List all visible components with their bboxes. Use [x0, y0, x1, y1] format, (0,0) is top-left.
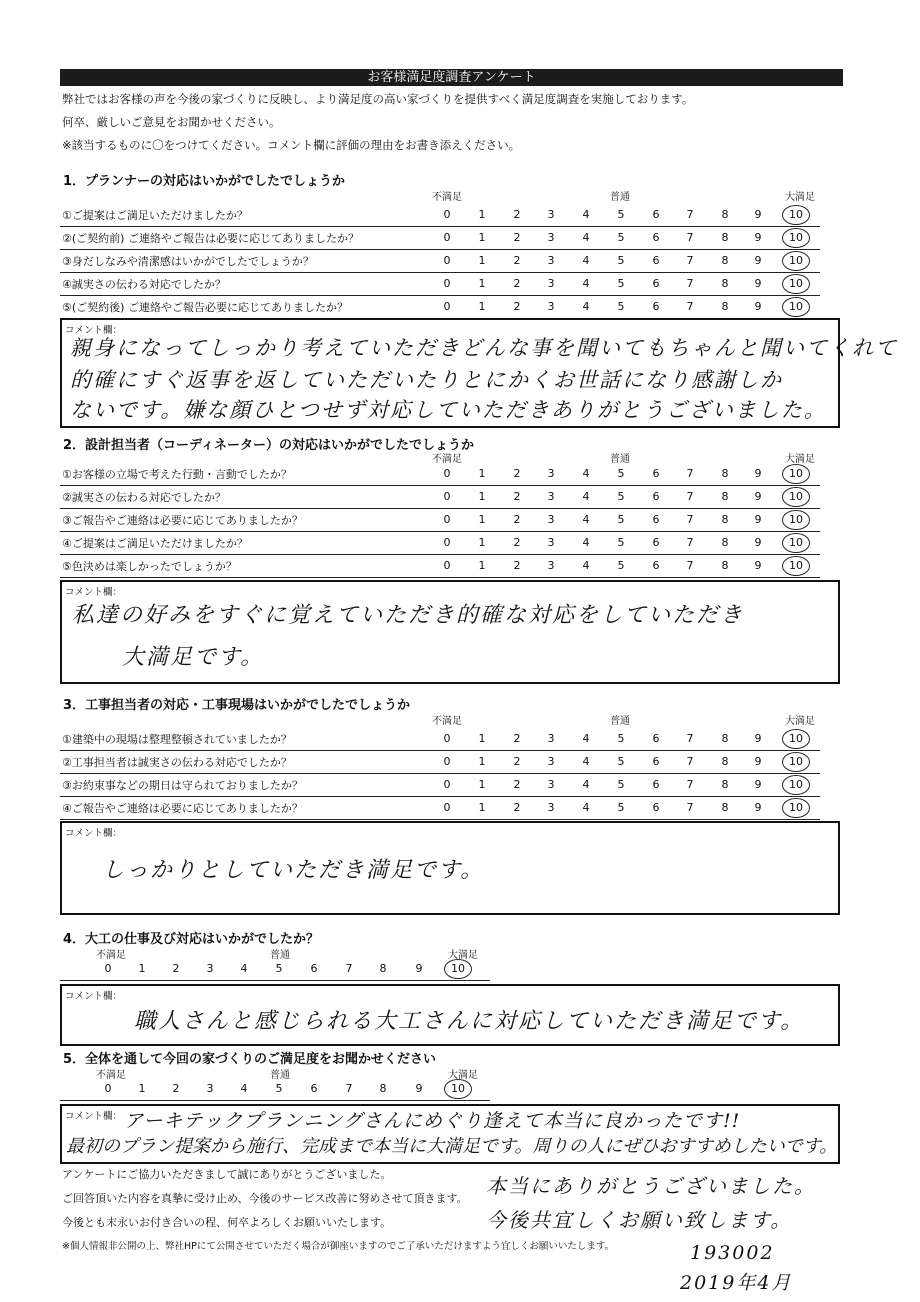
- footer-handwritten-thanks: 本当にありがとうございました。: [486, 1174, 816, 1198]
- rating-option-8[interactable]: 8: [721, 513, 729, 526]
- rating-option-10[interactable]: 10: [789, 755, 803, 768]
- rating-option-8[interactable]: 8: [721, 778, 729, 791]
- rating-option-10[interactable]: 10: [789, 559, 803, 572]
- footer-handwritten-regards: 今後共宜しくお願い致します。: [486, 1208, 793, 1232]
- rating-option-8[interactable]: 8: [721, 490, 729, 503]
- rating-option-7[interactable]: 7: [686, 778, 694, 791]
- rating-option-1[interactable]: 1: [478, 536, 486, 549]
- rating-option-0[interactable]: 0: [443, 778, 451, 791]
- rating-option-10[interactable]: 10: [789, 801, 803, 814]
- section-1-comment-line-2: 的確にすぐ返事を返していただいたりとにかくお世話になり感謝しか: [70, 368, 783, 392]
- section-1-comment-line-3: ないです。嫌な顔ひとつせず対応していただきありがとうございました。: [70, 398, 827, 422]
- rating-option-8[interactable]: 8: [721, 559, 729, 572]
- rating-option-3[interactable]: 3: [547, 755, 555, 768]
- rating-option-4[interactable]: 4: [582, 536, 590, 549]
- rating-option-2[interactable]: 2: [513, 513, 521, 526]
- rating-option-3[interactable]: 3: [547, 208, 555, 221]
- rating-option-9[interactable]: 9: [754, 778, 762, 791]
- rating-option-7[interactable]: 7: [686, 254, 694, 267]
- question-row: [60, 797, 820, 820]
- rating-option-5[interactable]: 5: [617, 300, 625, 313]
- rating-option-5[interactable]: 5: [617, 513, 625, 526]
- rating-option-1[interactable]: 1: [138, 1082, 146, 1095]
- rating-option-7[interactable]: 7: [686, 467, 694, 480]
- section-5-title: 5．全体を通して今回の家づくりのご満足度をお聞かせください: [63, 1052, 437, 1067]
- survey-title: お客様満足度調査アンケート: [60, 69, 843, 86]
- rating-option-4[interactable]: 4: [582, 254, 590, 267]
- rating-option-2[interactable]: 2: [172, 962, 180, 975]
- rating-option-4[interactable]: 4: [582, 300, 590, 313]
- selected-rating-circle: [782, 205, 810, 225]
- rating-option-0[interactable]: 0: [443, 467, 451, 480]
- rating-option-0[interactable]: 0: [443, 513, 451, 526]
- rating-option-2[interactable]: 2: [513, 467, 521, 480]
- rating-option-0[interactable]: 0: [443, 536, 451, 549]
- scale-mid-label: 普通: [610, 716, 630, 727]
- rating-option-0[interactable]: 0: [104, 962, 112, 975]
- rating-option-7[interactable]: 7: [686, 801, 694, 814]
- section-2-comment-line-1: 私達の好みをすぐに覚えていただき的確な対応をしていただき: [72, 603, 745, 628]
- rating-option-3[interactable]: 3: [547, 801, 555, 814]
- selected-rating-circle: [782, 775, 810, 795]
- rating-option-6[interactable]: 6: [652, 801, 660, 814]
- rating-option-10[interactable]: 10: [789, 513, 803, 526]
- rating-option-1[interactable]: 1: [478, 231, 486, 244]
- selected-rating-circle: [782, 464, 810, 484]
- question-text: ④ご報告やご連絡は必要に応じてありましたか？: [62, 802, 303, 815]
- rating-option-2[interactable]: 2: [513, 778, 521, 791]
- rating-option-4[interactable]: 4: [240, 1082, 248, 1095]
- rating-option-6[interactable]: 6: [652, 513, 660, 526]
- rating-option-8[interactable]: 8: [379, 1082, 387, 1095]
- rating-option-0[interactable]: 0: [443, 277, 451, 290]
- rating-option-4[interactable]: 4: [582, 208, 590, 221]
- rating-option-5[interactable]: 5: [617, 536, 625, 549]
- scale-high-label: 大満足: [785, 716, 815, 727]
- rating-option-6[interactable]: 6: [652, 536, 660, 549]
- rating-option-7[interactable]: 7: [686, 300, 694, 313]
- rating-option-10[interactable]: 10: [789, 536, 803, 549]
- rating-option-9[interactable]: 9: [415, 962, 423, 975]
- question-text: ③身だしなみや清潔感はいかがでしたでしょうか？: [62, 255, 314, 268]
- rating-option-3[interactable]: 3: [547, 513, 555, 526]
- rating-option-2[interactable]: 2: [513, 300, 521, 313]
- rating-option-10[interactable]: 10: [789, 254, 803, 267]
- rating-option-7[interactable]: 7: [686, 536, 694, 549]
- footer-line-2: ご回答頂いた内容を真摯に受け止め、今後のサービス改善に努めさせて頂きます。: [62, 1192, 468, 1205]
- rating-option-4[interactable]: 4: [582, 778, 590, 791]
- rating-option-7[interactable]: 7: [686, 277, 694, 290]
- rating-option-0[interactable]: 0: [443, 231, 451, 244]
- selected-rating-circle: [782, 729, 810, 749]
- rating-option-3[interactable]: 3: [547, 732, 555, 745]
- rating-option-10[interactable]: 10: [789, 467, 803, 480]
- question-row: [60, 204, 820, 227]
- scale-mid-label: 普通: [270, 1070, 290, 1081]
- question-text: ④誠実さの伝わる対応でしたか？: [62, 278, 226, 291]
- rating-option-2[interactable]: 2: [513, 559, 521, 572]
- rating-option-6[interactable]: 6: [652, 277, 660, 290]
- question-row: [60, 463, 820, 486]
- scale-mid-label: 普通: [270, 950, 290, 961]
- question-text: ①お客様の立場で考えた行動・言動でしたか？: [62, 468, 292, 481]
- question-row: [60, 509, 820, 532]
- rating-option-2[interactable]: 2: [513, 208, 521, 221]
- rating-option-0[interactable]: 0: [443, 300, 451, 313]
- section-5-comment-line-1: アーキテックプランニングさんにめぐり逢えて本当に良かったです!!: [124, 1110, 741, 1132]
- question-row: [60, 227, 820, 250]
- rating-option-2[interactable]: 2: [172, 1082, 180, 1095]
- rating-option-9[interactable]: 9: [754, 300, 762, 313]
- intro-line-2: 何卒、厳しいご意見をお聞かせください。: [62, 115, 281, 129]
- question-row: [60, 486, 820, 509]
- section-1-comment-box: [60, 318, 898, 428]
- rating-option-8[interactable]: 8: [721, 536, 729, 549]
- selected-rating-circle: [782, 510, 810, 530]
- rating-option-0[interactable]: 0: [443, 559, 451, 572]
- section-5-comment-line-2: 最初のプラン提案から施行、完成まで本当に大満足です。周りの人にぜひおすすめしたいです。: [66, 1136, 838, 1157]
- rating-option-9[interactable]: 9: [754, 254, 762, 267]
- section-3-comment-line-1: しっかりとしていただき満足です。: [102, 858, 485, 883]
- rating-option-7[interactable]: 7: [345, 1082, 353, 1095]
- rating-option-0[interactable]: 0: [443, 490, 451, 503]
- rating-option-0[interactable]: 0: [443, 254, 451, 267]
- footer-line-4: ※個人情報非公開の上、弊社HPにて公開させていただく場合が御座いますのでご了承いただけますよう宜しくお願いいたします。: [62, 1241, 615, 1252]
- question-text: ①ご提案はご満足いただけましたか？: [62, 209, 248, 222]
- rating-option-3[interactable]: 3: [547, 231, 555, 244]
- rating-option-7[interactable]: 7: [686, 559, 694, 572]
- rating-option-4[interactable]: 4: [582, 801, 590, 814]
- rating-option-10[interactable]: 10: [789, 208, 803, 221]
- rating-option-6[interactable]: 6: [652, 559, 660, 572]
- rating-option-8[interactable]: 8: [721, 231, 729, 244]
- rating-option-4[interactable]: 4: [240, 962, 248, 975]
- scale-mid-label: 普通: [610, 454, 630, 465]
- scale-low-label: 不満足: [96, 950, 126, 961]
- rating-option-8[interactable]: 8: [721, 732, 729, 745]
- question-text: ②誠実さの伝わる対応でしたか？: [62, 491, 226, 504]
- rating-option-9[interactable]: 9: [754, 559, 762, 572]
- rating-option-2[interactable]: 2: [513, 732, 521, 745]
- rating-option-10[interactable]: 10: [789, 300, 803, 313]
- rating-option-3[interactable]: 3: [547, 254, 555, 267]
- comment-label: コメント欄：: [65, 1111, 123, 1122]
- rating-option-7[interactable]: 7: [686, 231, 694, 244]
- selected-rating-circle: [782, 798, 810, 818]
- rating-option-4[interactable]: 4: [582, 732, 590, 745]
- rating-option-1[interactable]: 1: [478, 277, 486, 290]
- rating-option-1[interactable]: 1: [138, 962, 146, 975]
- rating-option-3[interactable]: 3: [547, 467, 555, 480]
- rating-option-1[interactable]: 1: [478, 467, 486, 480]
- rating-option-5[interactable]: 5: [617, 559, 625, 572]
- section-2-comment-box: [60, 580, 840, 684]
- question-text: ⑤(ご契約後) ご連絡やご報告必要に応じてありましたか？: [62, 301, 348, 314]
- question-row: [60, 728, 820, 751]
- rating-option-3[interactable]: 3: [206, 1082, 214, 1095]
- scale-low-label: 不満足: [432, 192, 462, 203]
- rating-option-10[interactable]: 10: [789, 231, 803, 244]
- rating-option-6[interactable]: 6: [652, 755, 660, 768]
- question-text: ①建築中の現場は整理整頓されていましたか？: [62, 733, 292, 746]
- rating-option-4[interactable]: 4: [582, 467, 590, 480]
- rating-option-9[interactable]: 9: [754, 208, 762, 221]
- question-row: [60, 296, 820, 319]
- rating-option-10[interactable]: 10: [451, 1082, 465, 1095]
- intro-line-3: ※該当するものに〇をつけてください。コメント欄に評価の理由をお書き添えください。: [62, 138, 521, 152]
- question-text: ③ご報告やご連絡は必要に応じてありましたか？: [62, 514, 303, 527]
- rating-option-7[interactable]: 7: [686, 513, 694, 526]
- rating-option-1[interactable]: 1: [478, 254, 486, 267]
- rating-option-10[interactable]: 10: [789, 778, 803, 791]
- rating-option-6[interactable]: 6: [652, 490, 660, 503]
- rating-option-9[interactable]: 9: [754, 536, 762, 549]
- comment-label: コメント欄：: [65, 991, 123, 1002]
- rating-option-1[interactable]: 1: [478, 732, 486, 745]
- rating-option-6[interactable]: 6: [652, 732, 660, 745]
- rating-option-1[interactable]: 1: [478, 300, 486, 313]
- rating-option-1[interactable]: 1: [478, 208, 486, 221]
- question-row: [60, 532, 820, 555]
- question-text: ③お約束事などの期日は守られておりましたか？: [62, 779, 303, 792]
- comment-label: コメント欄：: [65, 325, 123, 336]
- rating-option-1[interactable]: 1: [478, 559, 486, 572]
- rating-option-9[interactable]: 9: [754, 801, 762, 814]
- rating-option-0[interactable]: 0: [443, 755, 451, 768]
- footer-code: 193002: [690, 1242, 775, 1264]
- question-row: [60, 751, 820, 774]
- rating-option-5[interactable]: 5: [617, 490, 625, 503]
- scale-low-label: 不満足: [432, 454, 462, 465]
- rating-option-8[interactable]: 8: [721, 801, 729, 814]
- rating-option-9[interactable]: 9: [754, 277, 762, 290]
- selected-rating-circle: [782, 274, 810, 294]
- selected-rating-circle: [782, 533, 810, 553]
- section-4-comment-line-1: 職人さんと感じられる大工さんに対応していただき満足です。: [134, 1009, 805, 1034]
- rating-option-3[interactable]: 3: [547, 778, 555, 791]
- rating-option-3[interactable]: 3: [206, 962, 214, 975]
- rating-option-10[interactable]: 10: [789, 732, 803, 745]
- question-row: [60, 555, 820, 578]
- rating-option-3[interactable]: 3: [547, 490, 555, 503]
- rating-option-5[interactable]: 5: [617, 778, 625, 791]
- rating-option-6[interactable]: 6: [652, 231, 660, 244]
- rating-option-9[interactable]: 9: [754, 513, 762, 526]
- section-1-comment-line-1: 親身になってしっかり考えていただきどんな事を聞いてもちゃんと聞いてくれて: [70, 336, 898, 360]
- rating-option-5[interactable]: 5: [617, 732, 625, 745]
- rating-option-7[interactable]: 7: [686, 490, 694, 503]
- section-4-title: 4．大工の仕事及び対応はいかがでしたか？: [63, 932, 320, 947]
- rating-option-1[interactable]: 1: [478, 490, 486, 503]
- rating-option-3[interactable]: 3: [547, 559, 555, 572]
- rating-option-5[interactable]: 5: [617, 231, 625, 244]
- rating-row: [60, 958, 490, 981]
- rating-option-8[interactable]: 8: [721, 208, 729, 221]
- section-3-title: 3．工事担当者の対応・工事現場はいかがでしたでしょうか: [63, 698, 411, 713]
- rating-option-4[interactable]: 4: [582, 231, 590, 244]
- rating-option-5[interactable]: 5: [617, 277, 625, 290]
- question-row: [60, 774, 820, 797]
- section-5-comment-box: [60, 1104, 840, 1164]
- rating-option-9[interactable]: 9: [754, 231, 762, 244]
- section-4-comment-box: [60, 984, 840, 1046]
- section-3-comment-box: [60, 821, 840, 915]
- rating-option-3[interactable]: 3: [547, 300, 555, 313]
- rating-option-2[interactable]: 2: [513, 277, 521, 290]
- rating-option-8[interactable]: 8: [721, 467, 729, 480]
- rating-option-0[interactable]: 0: [443, 801, 451, 814]
- scale-mid-label: 普通: [610, 192, 630, 203]
- rating-option-7[interactable]: 7: [686, 732, 694, 745]
- scale-low-label: 不満足: [432, 716, 462, 727]
- rating-option-8[interactable]: 8: [721, 755, 729, 768]
- rating-option-7[interactable]: 7: [686, 208, 694, 221]
- rating-option-1[interactable]: 1: [478, 755, 486, 768]
- rating-option-6[interactable]: 6: [652, 208, 660, 221]
- question-text: ②工事担当者は誠実さの伝わる対応でしたか？: [62, 756, 292, 769]
- scale-high-label: 大満足: [448, 950, 478, 961]
- comment-label: コメント欄：: [65, 587, 123, 598]
- rating-option-7[interactable]: 7: [345, 962, 353, 975]
- question-row: [60, 250, 820, 273]
- selected-rating-circle: [782, 556, 810, 576]
- question-text: ④ご提案はご満足いただけましたか？: [62, 537, 248, 550]
- rating-option-9[interactable]: 9: [754, 490, 762, 503]
- rating-option-5[interactable]: 5: [275, 962, 283, 975]
- rating-option-2[interactable]: 2: [513, 254, 521, 267]
- selected-rating-circle: [782, 297, 810, 317]
- section-2-comment-line-2: 大満足です。: [122, 645, 265, 670]
- rating-option-4[interactable]: 4: [582, 559, 590, 572]
- rating-option-3[interactable]: 3: [547, 277, 555, 290]
- selected-rating-circle: [444, 1079, 472, 1099]
- selected-rating-circle: [444, 959, 472, 979]
- rating-row: [60, 1078, 490, 1101]
- rating-option-2[interactable]: 2: [513, 755, 521, 768]
- selected-rating-circle: [782, 487, 810, 507]
- rating-option-1[interactable]: 1: [478, 778, 486, 791]
- rating-option-10[interactable]: 10: [789, 490, 803, 503]
- rating-option-9[interactable]: 9: [415, 1082, 423, 1095]
- rating-option-6[interactable]: 6: [652, 254, 660, 267]
- scale-high-label: 大満足: [785, 454, 815, 465]
- selected-rating-circle: [782, 228, 810, 248]
- rating-option-5[interactable]: 5: [617, 254, 625, 267]
- rating-option-2[interactable]: 2: [513, 536, 521, 549]
- rating-option-0[interactable]: 0: [443, 208, 451, 221]
- rating-option-10[interactable]: 10: [451, 962, 465, 975]
- rating-option-6[interactable]: 6: [310, 1082, 318, 1095]
- question-text: ②(ご契約前) ご連絡やご報告は必要に応じてありましたか？: [62, 232, 359, 245]
- rating-option-8[interactable]: 8: [379, 962, 387, 975]
- rating-option-6[interactable]: 6: [652, 467, 660, 480]
- rating-option-5[interactable]: 5: [617, 208, 625, 221]
- rating-option-6[interactable]: 6: [310, 962, 318, 975]
- rating-option-9[interactable]: 9: [754, 732, 762, 745]
- intro-line-1: 弊社ではお客様の声を今後の家づくりに反映し、より満足度の高い家づくりを提供すべく満足度調査を実施しております。: [62, 92, 694, 106]
- rating-option-4[interactable]: 4: [582, 513, 590, 526]
- rating-option-2[interactable]: 2: [513, 801, 521, 814]
- question-row: [60, 273, 820, 296]
- rating-option-4[interactable]: 4: [582, 277, 590, 290]
- rating-option-6[interactable]: 6: [652, 300, 660, 313]
- rating-option-2[interactable]: 2: [513, 231, 521, 244]
- rating-option-6[interactable]: 6: [652, 778, 660, 791]
- rating-option-5[interactable]: 5: [617, 467, 625, 480]
- scale-high-label: 大満足: [785, 192, 815, 203]
- scale-high-label: 大満足: [448, 1070, 478, 1081]
- section-2-title: 2．設計担当者（コーディネーター）の対応はいかがでしたでしょうか: [63, 438, 475, 453]
- comment-label: コメント欄：: [65, 828, 123, 839]
- rating-option-0[interactable]: 0: [104, 1082, 112, 1095]
- rating-option-3[interactable]: 3: [547, 536, 555, 549]
- rating-option-4[interactable]: 4: [582, 755, 590, 768]
- rating-option-0[interactable]: 0: [443, 732, 451, 745]
- selected-rating-circle: [782, 251, 810, 271]
- section-1-title: 1．プランナーの対応はいかがでしたでしょうか: [63, 174, 346, 189]
- rating-option-5[interactable]: 5: [617, 755, 625, 768]
- rating-option-2[interactable]: 2: [513, 490, 521, 503]
- footer-date: 2019年4月: [680, 1272, 793, 1294]
- question-text: ⑤色決めは楽しかったでしょうか？: [62, 560, 237, 573]
- rating-option-9[interactable]: 9: [754, 467, 762, 480]
- rating-option-4[interactable]: 4: [582, 490, 590, 503]
- rating-option-1[interactable]: 1: [478, 513, 486, 526]
- rating-option-8[interactable]: 8: [721, 277, 729, 290]
- rating-option-10[interactable]: 10: [789, 277, 803, 290]
- rating-option-7[interactable]: 7: [686, 755, 694, 768]
- rating-option-8[interactable]: 8: [721, 254, 729, 267]
- footer-line-1: アンケートにご協力いただきまして誠にありがとうございました。: [62, 1168, 392, 1181]
- scale-low-label: 不満足: [96, 1070, 126, 1081]
- footer-line-3: 今後とも末永いお付き合いの程、何卒よろしくお願いいたします。: [62, 1216, 392, 1229]
- selected-rating-circle: [782, 752, 810, 772]
- rating-option-1[interactable]: 1: [478, 801, 486, 814]
- rating-option-5[interactable]: 5: [617, 801, 625, 814]
- rating-option-8[interactable]: 8: [721, 300, 729, 313]
- rating-option-9[interactable]: 9: [754, 755, 762, 768]
- rating-option-5[interactable]: 5: [275, 1082, 283, 1095]
